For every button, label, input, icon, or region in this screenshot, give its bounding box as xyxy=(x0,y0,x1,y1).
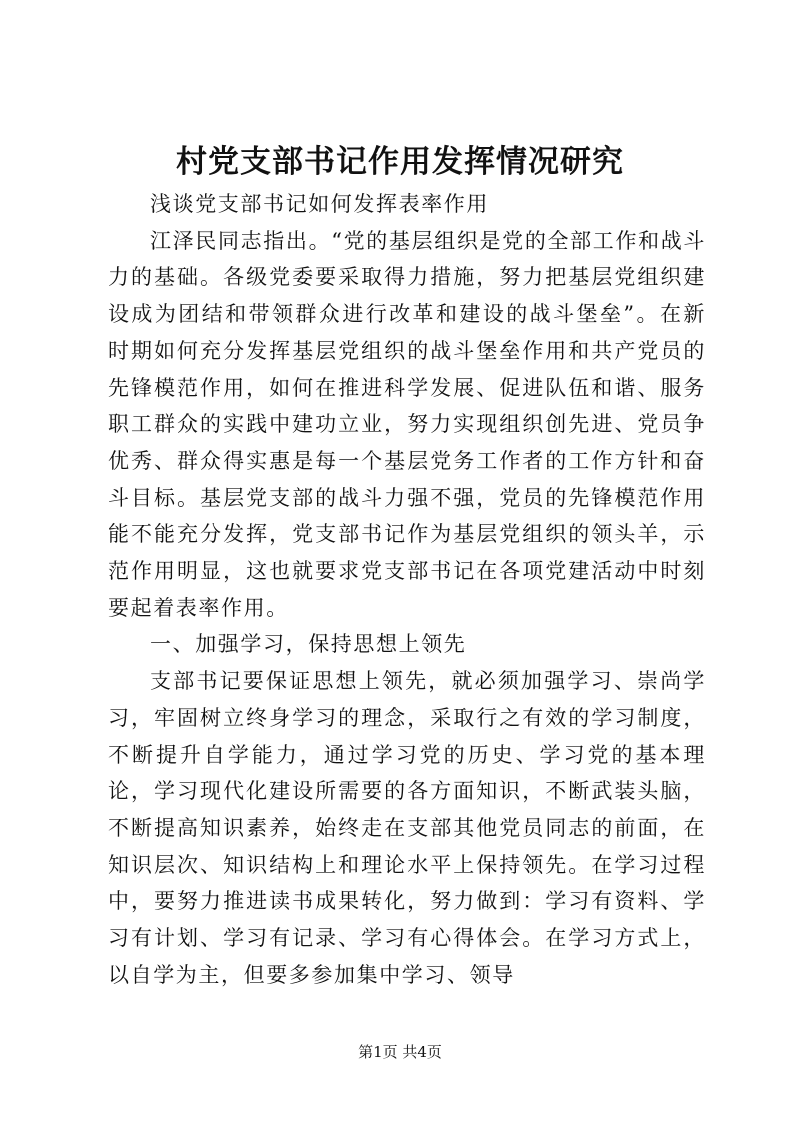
page-number: 第1页 共4页 xyxy=(358,1043,442,1061)
body-paragraph: 江泽民同志指出。“党的基层组织是党的全部工作和战斗力的基础。各级党委要采取得力措施，努力把基层党组织建设成为团结和带领群众进行改革和建设的战斗堡垒”。在新时期如何充分发挥基层党组织的战斗堡垒作用和共产党员的先锋模范作用，如何在推进科学发展、促进队伍和谐、服务职工群众的实践中建功立业，努力实现组织创先进、党员争优秀、群众得实惠是每一个基层党务工作者的工作方针和奋斗目标。基层党支部的战斗力强不强，党员的先锋模范作用能不能充分发挥，党支部书记作为基层党组织的领头羊，示范作用明显，这也就要求党支部书记在各项党建活动中时刻要起着表率作用。 xyxy=(108,228,706,620)
section-heading: 一、加强学习，保持思想上领先 xyxy=(150,632,467,657)
subtitle-paragraph: 浅谈党支部书记如何发挥表率作用 xyxy=(150,192,489,216)
page-title: 村党支部书记作用发挥情况研究 xyxy=(176,144,624,180)
document-body xyxy=(108,186,706,993)
body-paragraph: 支部书记要保证思想上领先，就必须加强学习、崇尚学习，牢固树立终身学习的理念，采取行之有效的学习制度，不断提升自学能力，通过学习党的历史、学习党的基本理论，学习现代化建设所需要的各方面知识，不断武装头脑，不断提高知识素养，始终走在支部其他党员同志的前面，在知识层次、知识结构上和理论水平上保持领先。在学习过程中，要努力推进读书成果转化，努力做到：学习有资料、学习有计划、学习有记录、学习有心得体会。在学习方式上，以自学为主，但要多参加集中学习、领导 xyxy=(108,669,706,987)
